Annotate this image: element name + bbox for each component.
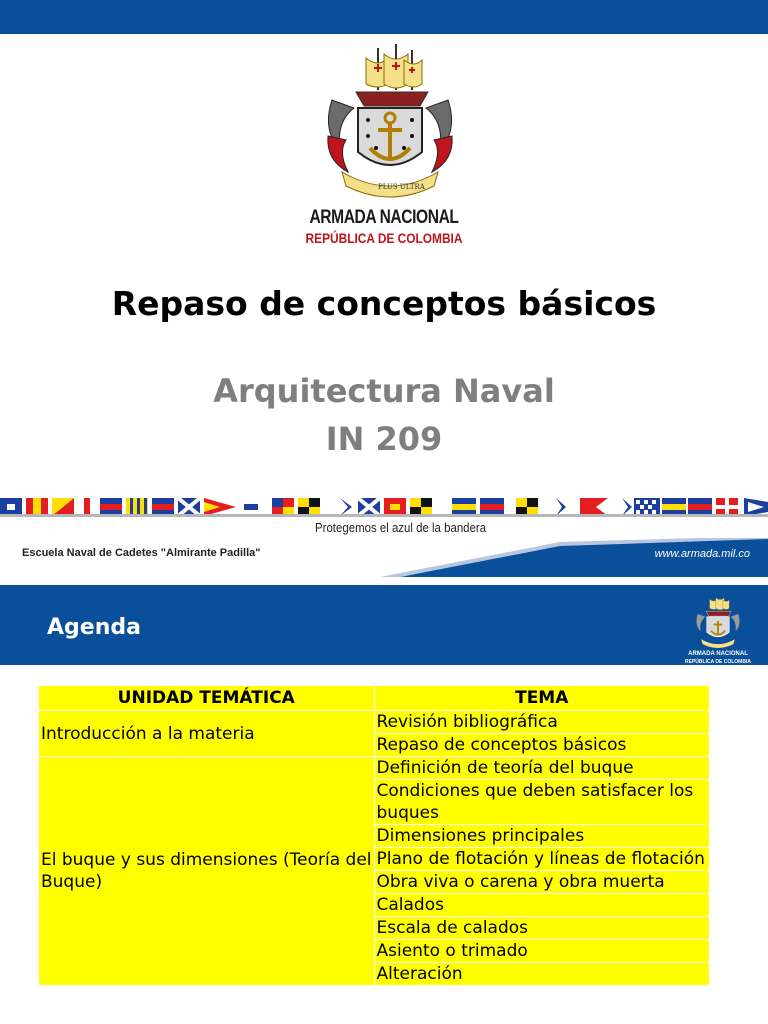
agenda-title: Agenda (47, 615, 141, 640)
unit-cell: Introducción a la materia (39, 711, 375, 757)
topic-cell: Revisión bibliográfica (374, 711, 710, 734)
tagline: Protegemos el azul de la bandera (315, 520, 487, 535)
website-link[interactable]: www.armada.mil.co (654, 548, 750, 560)
crest-motto: PLUS ULTRA (378, 183, 425, 191)
topic-cell: Alteración (374, 963, 710, 986)
topic-cell: Calados (374, 894, 710, 917)
navy-crest-icon (318, 40, 462, 200)
topic-cell: Repaso de conceptos básicos (374, 734, 710, 757)
table-header-row (39, 686, 710, 711)
topic-cell: Definición de teoría del buque (374, 757, 710, 780)
topic-cell: Plano de flotación y líneas de flotación (374, 848, 710, 871)
school-name: Escuela Naval de Cadetes "Almirante Padilla" (22, 547, 261, 559)
table-row (39, 757, 710, 780)
course-code: IN 209 (325, 420, 443, 458)
topic-cell: Escala de calados (374, 917, 710, 940)
topic-cell: Condiciones que deben satisfacer los buques (374, 780, 710, 825)
navy-crest-small-icon (690, 593, 746, 649)
agenda-organization-name: ARMADA NACIONAL (688, 651, 748, 657)
topic-cell: Obra viva o carena y obra muerta (374, 871, 710, 894)
presentation-title: Repaso de conceptos básicos (111, 284, 657, 323)
course-name: Arquitectura Naval (213, 372, 555, 410)
top-bar (0, 0, 768, 34)
flag-line (0, 514, 768, 517)
table-row (39, 711, 710, 734)
organization-name: ARMADA NACIONAL (309, 207, 459, 228)
agenda-organization-country: REPÚBLICA DE COLOMBIA (685, 659, 751, 665)
column-header-topic: TEMA (374, 686, 710, 711)
organization-country: REPÚBLICA DE COLOMBIA (305, 230, 463, 246)
agenda-table (38, 685, 710, 986)
agenda-header-bar (0, 585, 768, 665)
topic-cell: Asiento o trimado (374, 940, 710, 963)
topic-cell: Dimensiones principales (374, 825, 710, 848)
unit-cell: El buque y sus dimensiones (Teoría del Buque) (39, 757, 375, 986)
agenda-slide (0, 577, 768, 1024)
column-header-unit: UNIDAD TEMÁTICA (39, 686, 375, 711)
